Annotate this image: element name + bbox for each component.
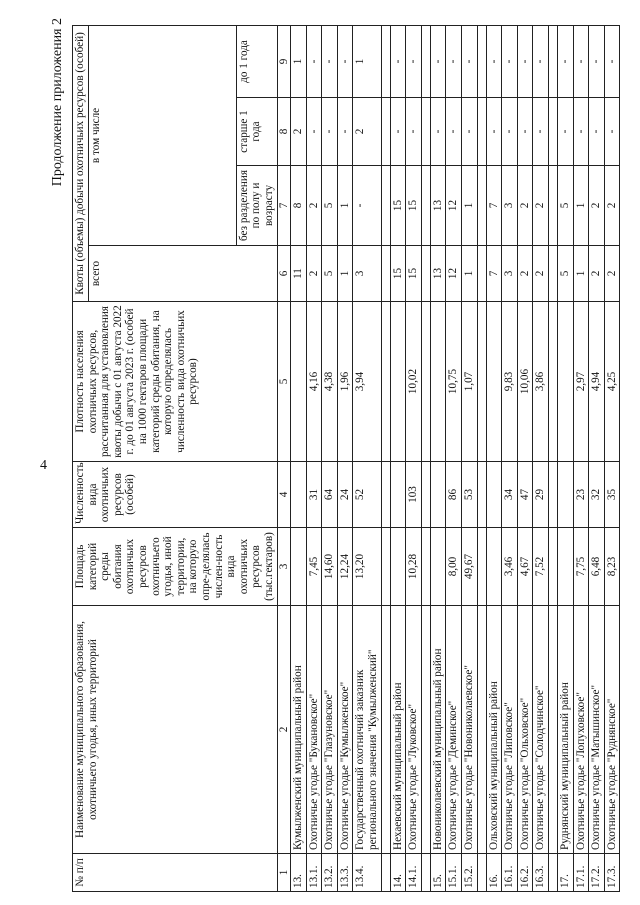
spacer-cell (381, 98, 390, 166)
column-number-row (277, 25, 291, 891)
table-cell: 3,94 (353, 302, 381, 462)
spacer-cell (381, 462, 390, 528)
table-cell: 15 (390, 166, 406, 246)
column-number: 7 (277, 166, 291, 246)
table-cell: - (517, 25, 533, 97)
table-cell: - (306, 98, 322, 166)
spacer-cell (549, 166, 558, 246)
table-cell: 1 (573, 166, 589, 246)
table-cell: 2 (604, 166, 620, 246)
table-cell: 1 (462, 166, 478, 246)
table-cell: - (604, 25, 620, 97)
table-row (337, 25, 353, 891)
table-cell: 15.2. (462, 854, 478, 892)
table-cell: Охотничье угодье "Липовское" (502, 606, 518, 854)
table-cell: - (558, 98, 574, 166)
table-cell: 16. (486, 854, 502, 892)
table-cell: 14,60 (322, 528, 338, 606)
table-cell (558, 302, 574, 462)
table-cell: 5 (558, 166, 574, 246)
table-cell: 49,67 (462, 528, 478, 606)
table-cell (430, 462, 446, 528)
table-cell: Нехаевский муниципальный район (390, 606, 406, 854)
table-cell: Руднянский муниципальный район (558, 606, 574, 854)
table-cell: - (430, 25, 446, 97)
table-cell: 13.3. (337, 854, 353, 892)
table-cell: 2 (533, 166, 549, 246)
spacer-cell (421, 854, 430, 892)
spacer-cell (477, 98, 486, 166)
table-cell: 16.2. (517, 854, 533, 892)
table-cell: 5 (322, 166, 338, 246)
header-area: Площадь категорий среды обитания охотничьих ресурсов охотничьего угодья, иной территории, на которую опре-делялась числен-ность вида охотничьих ресурсов (тыс.гектаров) (73, 528, 278, 606)
table-cell: 3,86 (533, 302, 549, 462)
table-cell: 13.2. (322, 854, 338, 892)
table-cell: 13 (430, 246, 446, 302)
table-cell: 1 (462, 246, 478, 302)
spacer-cell (549, 25, 558, 97)
table-cell: Охотничье угодье "Луковское" (406, 606, 422, 854)
table-row (558, 25, 574, 891)
rotated-table-page (50, 12, 618, 892)
table-cell: - (390, 98, 406, 166)
table-cell: - (517, 98, 533, 166)
table-cell: - (446, 25, 462, 97)
table-cell: 64 (322, 462, 338, 528)
table-cell: 14.1. (406, 854, 422, 892)
table-cell: - (306, 25, 322, 97)
table-cell: 4,94 (589, 302, 605, 462)
quota-table (72, 25, 620, 892)
spacer-cell (381, 302, 390, 462)
table-cell: 8,23 (604, 528, 620, 606)
table-row (322, 25, 338, 891)
table-cell (486, 462, 502, 528)
table-row (291, 25, 307, 891)
column-number: 4 (277, 462, 291, 528)
spacer-cell (477, 606, 486, 854)
table-cell: 1 (291, 25, 307, 97)
table-cell: 29 (533, 462, 549, 528)
table-cell: 15 (406, 166, 422, 246)
spacer-cell (381, 528, 390, 606)
table-cell: 2 (353, 98, 381, 166)
column-number: 9 (277, 25, 291, 97)
table-cell (558, 462, 574, 528)
spacer-cell (549, 528, 558, 606)
table-cell: 31 (306, 462, 322, 528)
table-cell: 2 (517, 246, 533, 302)
table-cell: 10,75 (446, 302, 462, 462)
table-cell: 2 (533, 246, 549, 302)
table-cell: 5 (322, 246, 338, 302)
table-cell: 53 (462, 462, 478, 528)
table-cell: - (486, 98, 502, 166)
header-density: Плотность населения охотничьих ресурсов, рассчитанная для установления квоты добычи с 01 августа 2022 г. до 01 августа 2023 г. (особей на 1000 гектаров площади категорий среды обитания, на которую определялась численность вида охотничьих ресурсов) (73, 302, 278, 462)
table-cell: 4,67 (517, 528, 533, 606)
spacer-cell (549, 302, 558, 462)
table-cell: - (337, 98, 353, 166)
table-cell: 24 (337, 462, 353, 528)
table-row (502, 25, 518, 891)
table-cell: - (322, 98, 338, 166)
table-cell: 2 (589, 246, 605, 302)
table-cell (291, 462, 307, 528)
spacer-cell (381, 606, 390, 854)
table-cell: 3 (502, 166, 518, 246)
table-cell: 2 (306, 166, 322, 246)
header-total: всего (88, 246, 277, 302)
header-no: № п/п (73, 854, 278, 892)
table-cell: Охотничье угодье "Кумылженское" (337, 606, 353, 854)
table-cell: 4,16 (306, 302, 322, 462)
column-number: 2 (277, 606, 291, 854)
table-cell: Охотничье угодье "Солодчинское" (533, 606, 549, 854)
table-cell: 8,00 (446, 528, 462, 606)
table-row (604, 25, 620, 891)
spacer-cell (477, 854, 486, 892)
group-spacer (477, 25, 486, 891)
table-row (517, 25, 533, 891)
table-cell: 32 (589, 462, 605, 528)
table-cell: 12,24 (337, 528, 353, 606)
table-cell: 7,75 (573, 528, 589, 606)
table-cell (430, 302, 446, 462)
table-cell: Охотничье угодье "Букановское" (306, 606, 322, 854)
table-cell: 10,02 (406, 302, 422, 462)
table-cell: - (390, 25, 406, 97)
table-cell: 7,45 (306, 528, 322, 606)
table-cell (430, 528, 446, 606)
table-row (390, 25, 406, 891)
table-row (353, 25, 381, 891)
table-row (486, 25, 502, 891)
table-cell: - (533, 98, 549, 166)
table-cell: 86 (446, 462, 462, 528)
spacer-cell (549, 246, 558, 302)
spacer-cell (477, 302, 486, 462)
table-cell: Охотничье угодье "Матышинское" (589, 606, 605, 854)
spacer-cell (477, 246, 486, 302)
group-spacer (549, 25, 558, 891)
table-row (533, 25, 549, 891)
table-cell (291, 528, 307, 606)
header-name: Наименование муниципального образования, охотничьего угодья, иных территорий (73, 606, 278, 854)
group-spacer (421, 25, 430, 891)
table-cell: 16.1. (502, 854, 518, 892)
table-cell: - (462, 25, 478, 97)
table-cell: 4,25 (604, 302, 620, 462)
table-cell: 3 (353, 246, 381, 302)
table-cell: - (573, 25, 589, 97)
table-cell: 12 (446, 166, 462, 246)
table-cell (291, 302, 307, 462)
table-cell: 7,52 (533, 528, 549, 606)
table-cell: Охотничье угодье "Лопуховское" (573, 606, 589, 854)
table-cell (390, 528, 406, 606)
table-cell: 17.1. (573, 854, 589, 892)
table-cell: Охотничье угодье "Ольховское" (517, 606, 533, 854)
table-cell: 2 (517, 166, 533, 246)
column-number: 8 (277, 98, 291, 166)
table-row (462, 25, 478, 891)
page-number: 4 (40, 458, 47, 473)
table-cell: 1 (353, 25, 381, 97)
table-cell: 103 (406, 462, 422, 528)
table-cell: 8 (291, 166, 307, 246)
table-body (291, 25, 620, 891)
column-number: 6 (277, 246, 291, 302)
table-cell: Охотничье угодье "Новониколаевское" (462, 606, 478, 854)
table-cell (390, 302, 406, 462)
table-row (406, 25, 422, 891)
table-cell: 10,28 (406, 528, 422, 606)
table-cell: 3,46 (502, 528, 518, 606)
table-cell: 13,20 (353, 528, 381, 606)
spacer-cell (421, 25, 430, 97)
table-cell: 14. (390, 854, 406, 892)
table-cell: - (337, 25, 353, 97)
table-cell: 15 (390, 246, 406, 302)
spacer-cell (549, 462, 558, 528)
table-cell: 15 (406, 246, 422, 302)
table-cell: - (406, 98, 422, 166)
table-cell: 17. (558, 854, 574, 892)
table-cell: 13.4. (353, 854, 381, 892)
table-cell: 1,96 (337, 302, 353, 462)
table-cell: 17.2. (589, 854, 605, 892)
table-cell: - (322, 25, 338, 97)
header-younger: до 1 года (236, 25, 277, 97)
table-cell: - (486, 25, 502, 97)
table-cell: 2 (604, 246, 620, 302)
table-cell: Кумылженский муниципальный район (291, 606, 307, 854)
spacer-cell (381, 166, 390, 246)
spacer-cell (421, 302, 430, 462)
table-cell: - (533, 25, 549, 97)
table-cell: - (353, 166, 381, 246)
table-cell: 47 (517, 462, 533, 528)
continuation-caption: Продолжение приложения 2 (50, 18, 65, 187)
header-population: Численность вида охотничьих ресурсов (особей) (73, 462, 278, 528)
table-cell: 34 (502, 462, 518, 528)
table-cell: 2 (306, 246, 322, 302)
table-cell: Охотничье угодье "Деминское" (446, 606, 462, 854)
spacer-cell (381, 25, 390, 97)
table-row (430, 25, 446, 891)
table-cell: 35 (604, 462, 620, 528)
table-cell: - (558, 25, 574, 97)
table-cell: 12 (446, 246, 462, 302)
table-cell: 1 (337, 246, 353, 302)
spacer-cell (421, 462, 430, 528)
spacer-cell (549, 98, 558, 166)
table-cell: - (446, 98, 462, 166)
table-cell: 5 (558, 246, 574, 302)
table-cell: - (589, 25, 605, 97)
table-cell: 13 (430, 166, 446, 246)
spacer-cell (477, 25, 486, 97)
spacer-cell (477, 462, 486, 528)
table-row (446, 25, 462, 891)
table-cell: 7 (486, 246, 502, 302)
table-cell: 4,38 (322, 302, 338, 462)
table-cell: 9,83 (502, 302, 518, 462)
table-cell: 17.3. (604, 854, 620, 892)
table-cell: 13. (291, 854, 307, 892)
table-cell (486, 528, 502, 606)
spacer-cell (381, 854, 390, 892)
header-no-division: без разделения по полу и возрасту (236, 166, 277, 246)
table-cell: 1 (573, 246, 589, 302)
table-cell: Охотничье угодье "Руднянское" (604, 606, 620, 854)
header-quota: Квоты (объемы) добычи охотничьих ресурсов (особей) (73, 25, 89, 301)
table-cell: 7 (486, 166, 502, 246)
group-spacer (381, 25, 390, 891)
table-cell: 11 (291, 246, 307, 302)
spacer-cell (549, 854, 558, 892)
table-cell: - (502, 25, 518, 97)
table-cell: - (430, 98, 446, 166)
spacer-cell (549, 606, 558, 854)
table-cell: - (573, 98, 589, 166)
spacer-cell (477, 166, 486, 246)
table-cell: - (589, 98, 605, 166)
table-cell: 16.3. (533, 854, 549, 892)
table-cell: 2 (291, 98, 307, 166)
table-cell: 15.1. (446, 854, 462, 892)
spacer-cell (381, 246, 390, 302)
table-cell (390, 462, 406, 528)
spacer-cell (477, 528, 486, 606)
table-cell: 52 (353, 462, 381, 528)
table-cell: Охотничье угодье "Глазуновское" (322, 606, 338, 854)
table-cell: - (502, 98, 518, 166)
column-number: 5 (277, 302, 291, 462)
table-row (573, 25, 589, 891)
table-cell: 15. (430, 854, 446, 892)
table-header (73, 25, 291, 891)
table-cell: Новониколаевский муниципальный район (430, 606, 446, 854)
spacer-cell (421, 166, 430, 246)
table-cell: - (462, 98, 478, 166)
table-cell: 2,97 (573, 302, 589, 462)
spacer-cell (421, 246, 430, 302)
table-cell: 6,48 (589, 528, 605, 606)
header-including: в том числе (88, 25, 236, 245)
table-cell: Государственный охотничий заказник регионального значения "Кумылженский" (353, 606, 381, 854)
table-cell: - (406, 25, 422, 97)
table-cell: Ольховский муниципальный район (486, 606, 502, 854)
spacer-cell (421, 98, 430, 166)
table-cell: 23 (573, 462, 589, 528)
table-cell: 1,07 (462, 302, 478, 462)
table-row (589, 25, 605, 891)
table-cell (486, 302, 502, 462)
table-cell: 1 (337, 166, 353, 246)
spacer-cell (421, 528, 430, 606)
header-older: старше 1 года (236, 98, 277, 166)
column-number: 1 (277, 854, 291, 892)
spacer-cell (421, 606, 430, 854)
table-cell: - (604, 98, 620, 166)
table-cell: 10,06 (517, 302, 533, 462)
table-cell: 13.1. (306, 854, 322, 892)
table-row (306, 25, 322, 891)
table-cell: 3 (502, 246, 518, 302)
column-number: 3 (277, 528, 291, 606)
table-cell: 2 (589, 166, 605, 246)
table-cell (558, 528, 574, 606)
